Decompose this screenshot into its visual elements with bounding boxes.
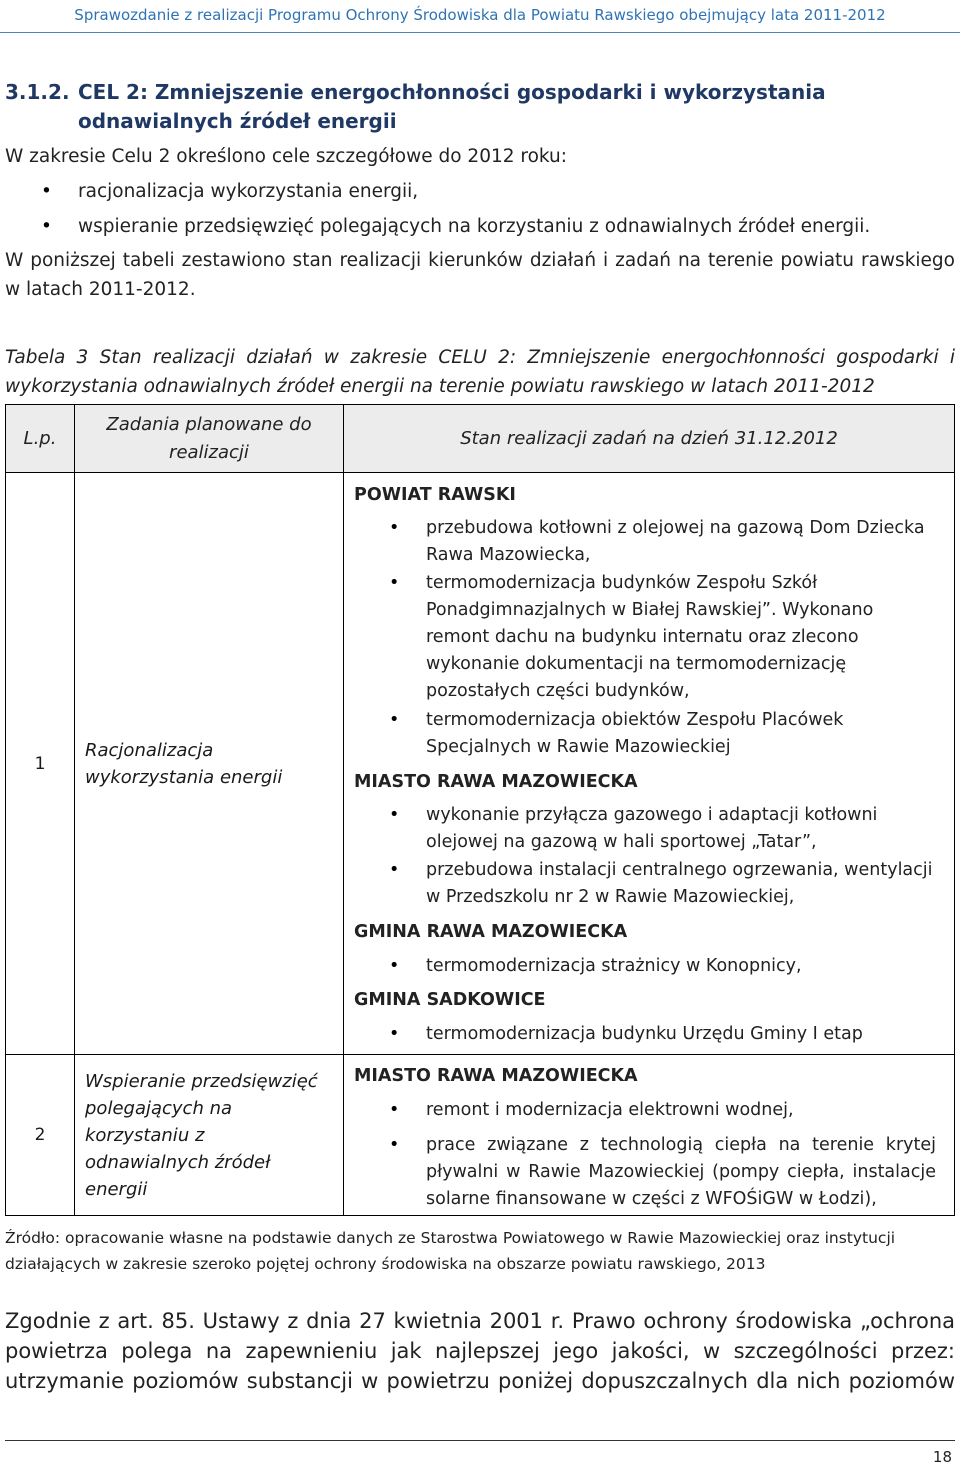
table-caption: Tabela 3 Stan realizacji działań w zakresie CELU 2: Zmniejszenie energochłonności gospodarki i wykorzystania odnawialnych źródeł energii na terenie powiatu rawskiego w latach 2011-2012 bbox=[5, 347, 955, 397]
list-item: • termomodernizacja obiektów Zespołu Placówek Specjalnych w Rawie Mazowieckiej bbox=[426, 707, 936, 761]
list-item: • przebudowa instalacji centralnego ogrzewania, wentylacji w Przedszkolu nr 2 w Rawie Mazowieckiej, bbox=[426, 857, 936, 911]
list-item: • wykonanie przyłącza gazowego i adaptacji kotłowni olejowej na gazową w hali sportowej „Tatar”, bbox=[426, 802, 936, 856]
status-table bbox=[5, 404, 955, 1216]
section-heading bbox=[5, 78, 955, 136]
row-1-status bbox=[343, 472, 955, 1055]
intro-paragraph: W zakresie Celu 2 określono cele szczegółowe do 2012 roku: bbox=[5, 146, 568, 167]
running-header: Sprawozdanie z realizacji Programu Ochrony Środowiska dla Powiatu Rawskiego obejmujący lata 2011-2012 bbox=[74, 6, 886, 24]
closing-paragraph: Zgodnie z art. 85. Ustawy z dnia 27 kwietnia 2001 r. Prawo ochrony środowiska „ochrona powietrza polega na zapewnieniu jak najlepszej jego jakości, w szczególności przez: utrzymanie poziomów substancji w powietrzu poniżej dopuszczalnych dla nich poziomów bbox=[5, 1309, 955, 1393]
group-name: POWIAT RAWSKI bbox=[354, 485, 516, 505]
source-note: Źródło: opracowanie własne na podstawie danych ze Starostwa Powiatowego w Rawie Mazowieckiej oraz instytucji działających w zakresie szeroko pojętej ochrony środowiska na obszarze powiatu rawskiego, 2013 bbox=[5, 1229, 896, 1273]
footer-divider bbox=[5, 1440, 955, 1441]
row-2-status bbox=[343, 1054, 955, 1216]
group-name: GMINA RAWA MAZOWIECKA bbox=[354, 922, 628, 942]
list-item: • termomodernizacja budynków Zespołu Szkół Ponadgimnazjalnych w Białej Rawskiej”. Wykonano remont dachu na budynku internatu oraz zlecono wykonanie dokumentacji na termomodernizację pozostałych części budynków, bbox=[426, 570, 936, 705]
group-name: MIASTO RAWA MAZOWIECKA bbox=[354, 1066, 638, 1086]
header-lp: L.p. bbox=[5, 404, 75, 473]
group-name: MIASTO RAWA MAZOWIECKA bbox=[354, 772, 638, 792]
list-item: • prace związane z technologią ciepła na terenie krytej pływalni w Rawie Mazowieckiej (pompy ciepła, instalacje solarne finansowane w części z WFOŚiGW w Łodzi), bbox=[426, 1132, 936, 1213]
goal-item-1: • racjonalizacja wykorzystania energii, bbox=[78, 177, 418, 206]
goal-item-2: • wspieranie przedsięwzięć polegających na korzystaniu z odnawialnych źródeł energii. bbox=[78, 212, 870, 241]
group-name: GMINA SADKOWICE bbox=[354, 990, 546, 1010]
header-divider bbox=[0, 32, 960, 33]
row-2-task: Wspieranie przedsięwzięć polegających na korzystaniu z odnawialnych źródeł energii bbox=[74, 1054, 344, 1216]
list-item: • termomodernizacja budynku Urzędu Gminy I etap bbox=[426, 1021, 936, 1048]
list-item: • termomodernizacja strażnicy w Konopnicy, bbox=[426, 953, 936, 980]
section-title: CEL 2: Zmniejszenie energochłonności gospodarki i wykorzystania odnawialnych źródeł energii bbox=[78, 80, 826, 133]
header-status: Stan realizacji zadań na dzień 31.12.2012 bbox=[343, 404, 955, 473]
row-1-lp: 1 bbox=[5, 472, 75, 1055]
summary-paragraph: W poniższej tabeli zestawiono stan realizacji kierunków działań i zadań na terenie powiatu rawskiego w latach 2011-2012. bbox=[5, 250, 955, 300]
row-1-task: Racjonalizacja wykorzystania energii bbox=[74, 472, 344, 1055]
page-number: 18 bbox=[932, 1448, 952, 1466]
header-task: Zadania planowane do realizacji bbox=[74, 404, 344, 473]
section-number: 3.1.2. bbox=[5, 80, 70, 104]
list-item: • przebudowa kotłowni z olejowej na gazową Dom Dziecka Rawa Mazowiecka, bbox=[426, 515, 936, 569]
list-item: • remont i modernizacja elektrowni wodnej, bbox=[426, 1097, 936, 1124]
row-2-lp: 2 bbox=[5, 1054, 75, 1216]
